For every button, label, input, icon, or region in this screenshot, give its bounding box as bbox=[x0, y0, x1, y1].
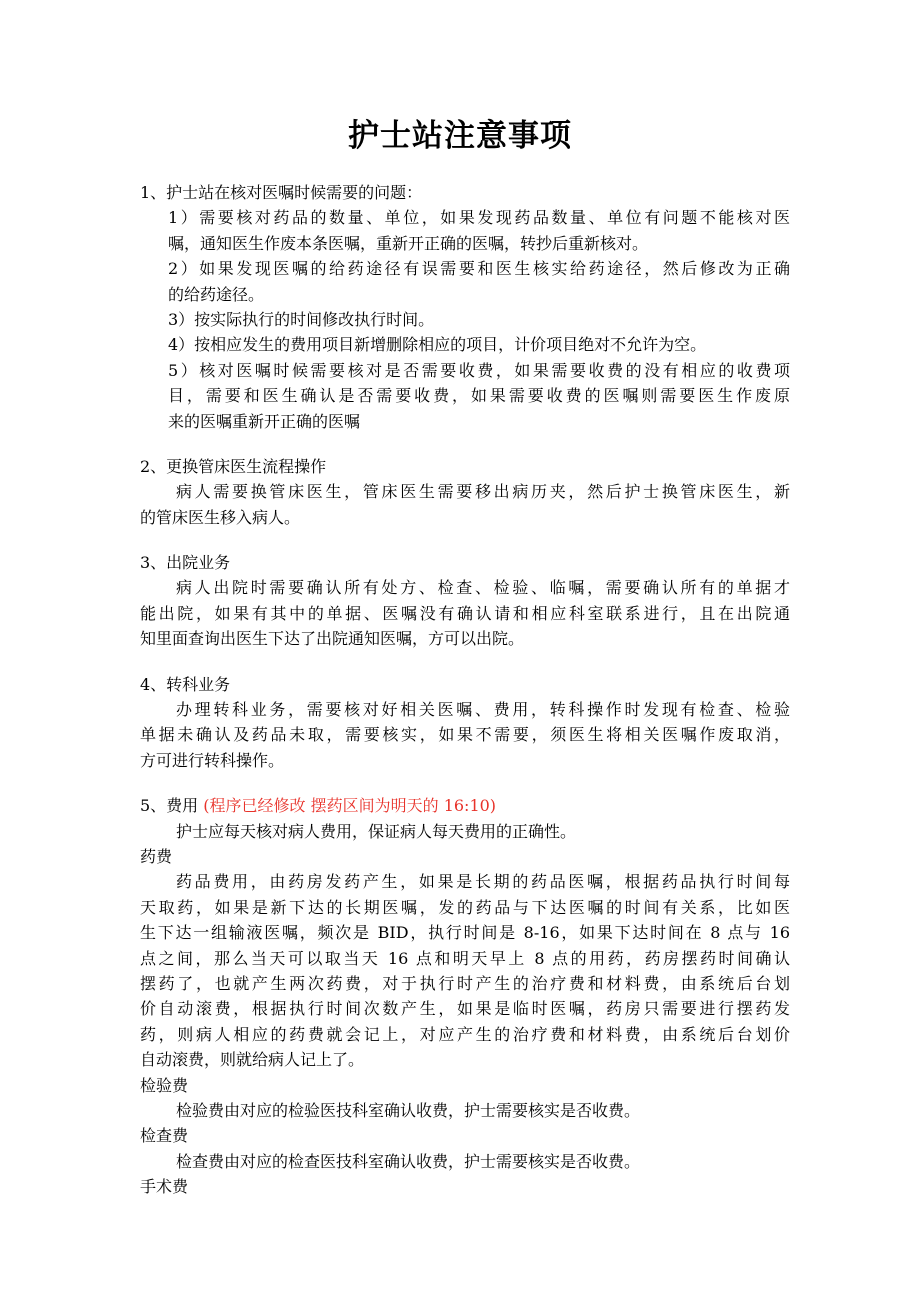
section-4-paragraph-line-1: 办理转科业务，需要核对好相关医嘱、费用，转科操作时发现有检查、检验 bbox=[176, 700, 790, 720]
lab-fee-text: 检验费由对应的检验医技科室确认收费，护士需要核实是否收费。 bbox=[176, 1100, 641, 1120]
document-body bbox=[140, 180, 790, 1199]
list-item-5-line-3: 来的医嘱重新开正确的医嘱 bbox=[168, 411, 361, 431]
section-gap bbox=[140, 530, 790, 550]
exam-fee-text: 检查费由对应的检查医技科室确认收费，护士需要核实是否收费。 bbox=[176, 1151, 641, 1171]
list-item-2-line-2: 的给药途径。 bbox=[168, 284, 265, 304]
section-gap bbox=[140, 434, 790, 454]
section-2-paragraph-line-2: 的管床医生移入病人。 bbox=[140, 507, 301, 527]
section-4-paragraph-line-2: 单据未确认及药品未取，需要核实，如果不需要，须医生将相关医嘱作废取消， bbox=[140, 725, 790, 745]
drug-fee-heading: 药费 bbox=[140, 846, 173, 866]
section-gap bbox=[140, 652, 790, 672]
section-5-heading-row bbox=[140, 793, 790, 818]
section-3-paragraph-line-2: 能出院，如果有其中的单据、医嘱没有确认请和相应科室联系进行，且在出院通 bbox=[140, 603, 790, 623]
section-5-intro: 护士应每天核对病人费用，保证病人每天费用的正确性。 bbox=[176, 821, 577, 841]
section-1-heading: 1、护士站在核对医嘱时候需要的问题： bbox=[140, 183, 423, 202]
section-gap bbox=[140, 773, 790, 793]
drug-fee-line-3: 生下达一组输液医嘱，频次是 BID，执行时间是 8-16，如果下达时间在 8 点与 16 bbox=[140, 923, 790, 943]
list-item-1-line-1: 1）需要核对药品的数量、单位，如果发现药品数量、单位有问题不能核对医 bbox=[168, 208, 790, 228]
drug-fee-line-1: 药品费用，由药房发药产生，如果是长期的药品医嘱，根据药品执行时间每 bbox=[176, 872, 790, 892]
page-title: 护士站注意事项 bbox=[348, 118, 572, 154]
drug-fee-line-2: 天取药，如果是新下达的长期医嘱，发的药品与下达医嘱的时间有关系，比如医 bbox=[140, 897, 790, 917]
drug-fee-line-6: 价自动滚费，根据执行时间次数产生，如果是临时医嘱，药房只需要进行摆药发 bbox=[140, 999, 790, 1019]
exam-fee-heading: 检查费 bbox=[140, 1126, 189, 1146]
surgery-fee-heading: 手术费 bbox=[140, 1177, 189, 1197]
section-3-paragraph-line-1: 病人出院时需要确认所有处方、检查、检验、临嘱，需要确认所有的单据才 bbox=[176, 578, 790, 598]
drug-fee-line-5: 摆药了，也就产生两次药费，对于执行时产生的治疗费和材料费，由系统后台划 bbox=[140, 973, 790, 993]
drug-fee-line-4: 点之间，那么当天可以取当天 16 点和明天早上 8 点的用药，药房摆药时间确认 bbox=[140, 948, 790, 968]
section-3-paragraph-line-3: 知里面查询出医生下达了出院通知医嘱，方可以出院。 bbox=[140, 629, 525, 649]
section-2-paragraph-line-1: 病人需要换管床医生，管床医生需要移出病历夹，然后护士换管床医生，新 bbox=[176, 482, 790, 502]
list-item-3: 3）按实际执行的时间修改执行时间。 bbox=[168, 309, 435, 329]
section-3-heading: 3、出院业务 bbox=[140, 553, 231, 573]
section-1-list bbox=[140, 205, 790, 434]
list-item-2-line-1: 2）如果发现医嘱的给药途径有误需要和医生核实给药途径，然后修改为正确 bbox=[168, 259, 790, 279]
list-item-1-line-2: 嘱，通知医生作废本条医嘱，重新开正确的医嘱，转抄后重新核对。 bbox=[168, 233, 649, 253]
section-5-red-note: (程序已经修改 摆药区间为明天的 16:10) bbox=[203, 796, 497, 816]
section-5-heading: 5、费用 bbox=[140, 796, 199, 816]
section-2-heading: 2、更换管床医生流程操作 bbox=[140, 456, 327, 476]
list-item-5-line-2: 目，需要和医生确认是否需要收费，如果需要收费的医嘱则需要医生作废原 bbox=[168, 386, 790, 406]
section-4-paragraph-line-3: 方可进行转科操作。 bbox=[140, 750, 285, 770]
section-4-heading: 4、转科业务 bbox=[140, 674, 231, 694]
drug-fee-line-8: 自动滚费，则就给病人记上了。 bbox=[140, 1050, 365, 1070]
drug-fee-line-7: 药，则病人相应的药费就会记上，对应产生的治疗费和材料费，由系统后台划价 bbox=[140, 1024, 790, 1044]
lab-fee-heading: 检验费 bbox=[140, 1075, 189, 1095]
list-item-4: 4）按相应发生的费用项目新增删除相应的项目，计价项目绝对不允许为空。 bbox=[168, 335, 707, 355]
list-item-5-line-1: 5）核对医嘱时候需要核对是否需要收费，如果需要收费的没有相应的收费项 bbox=[168, 360, 790, 380]
